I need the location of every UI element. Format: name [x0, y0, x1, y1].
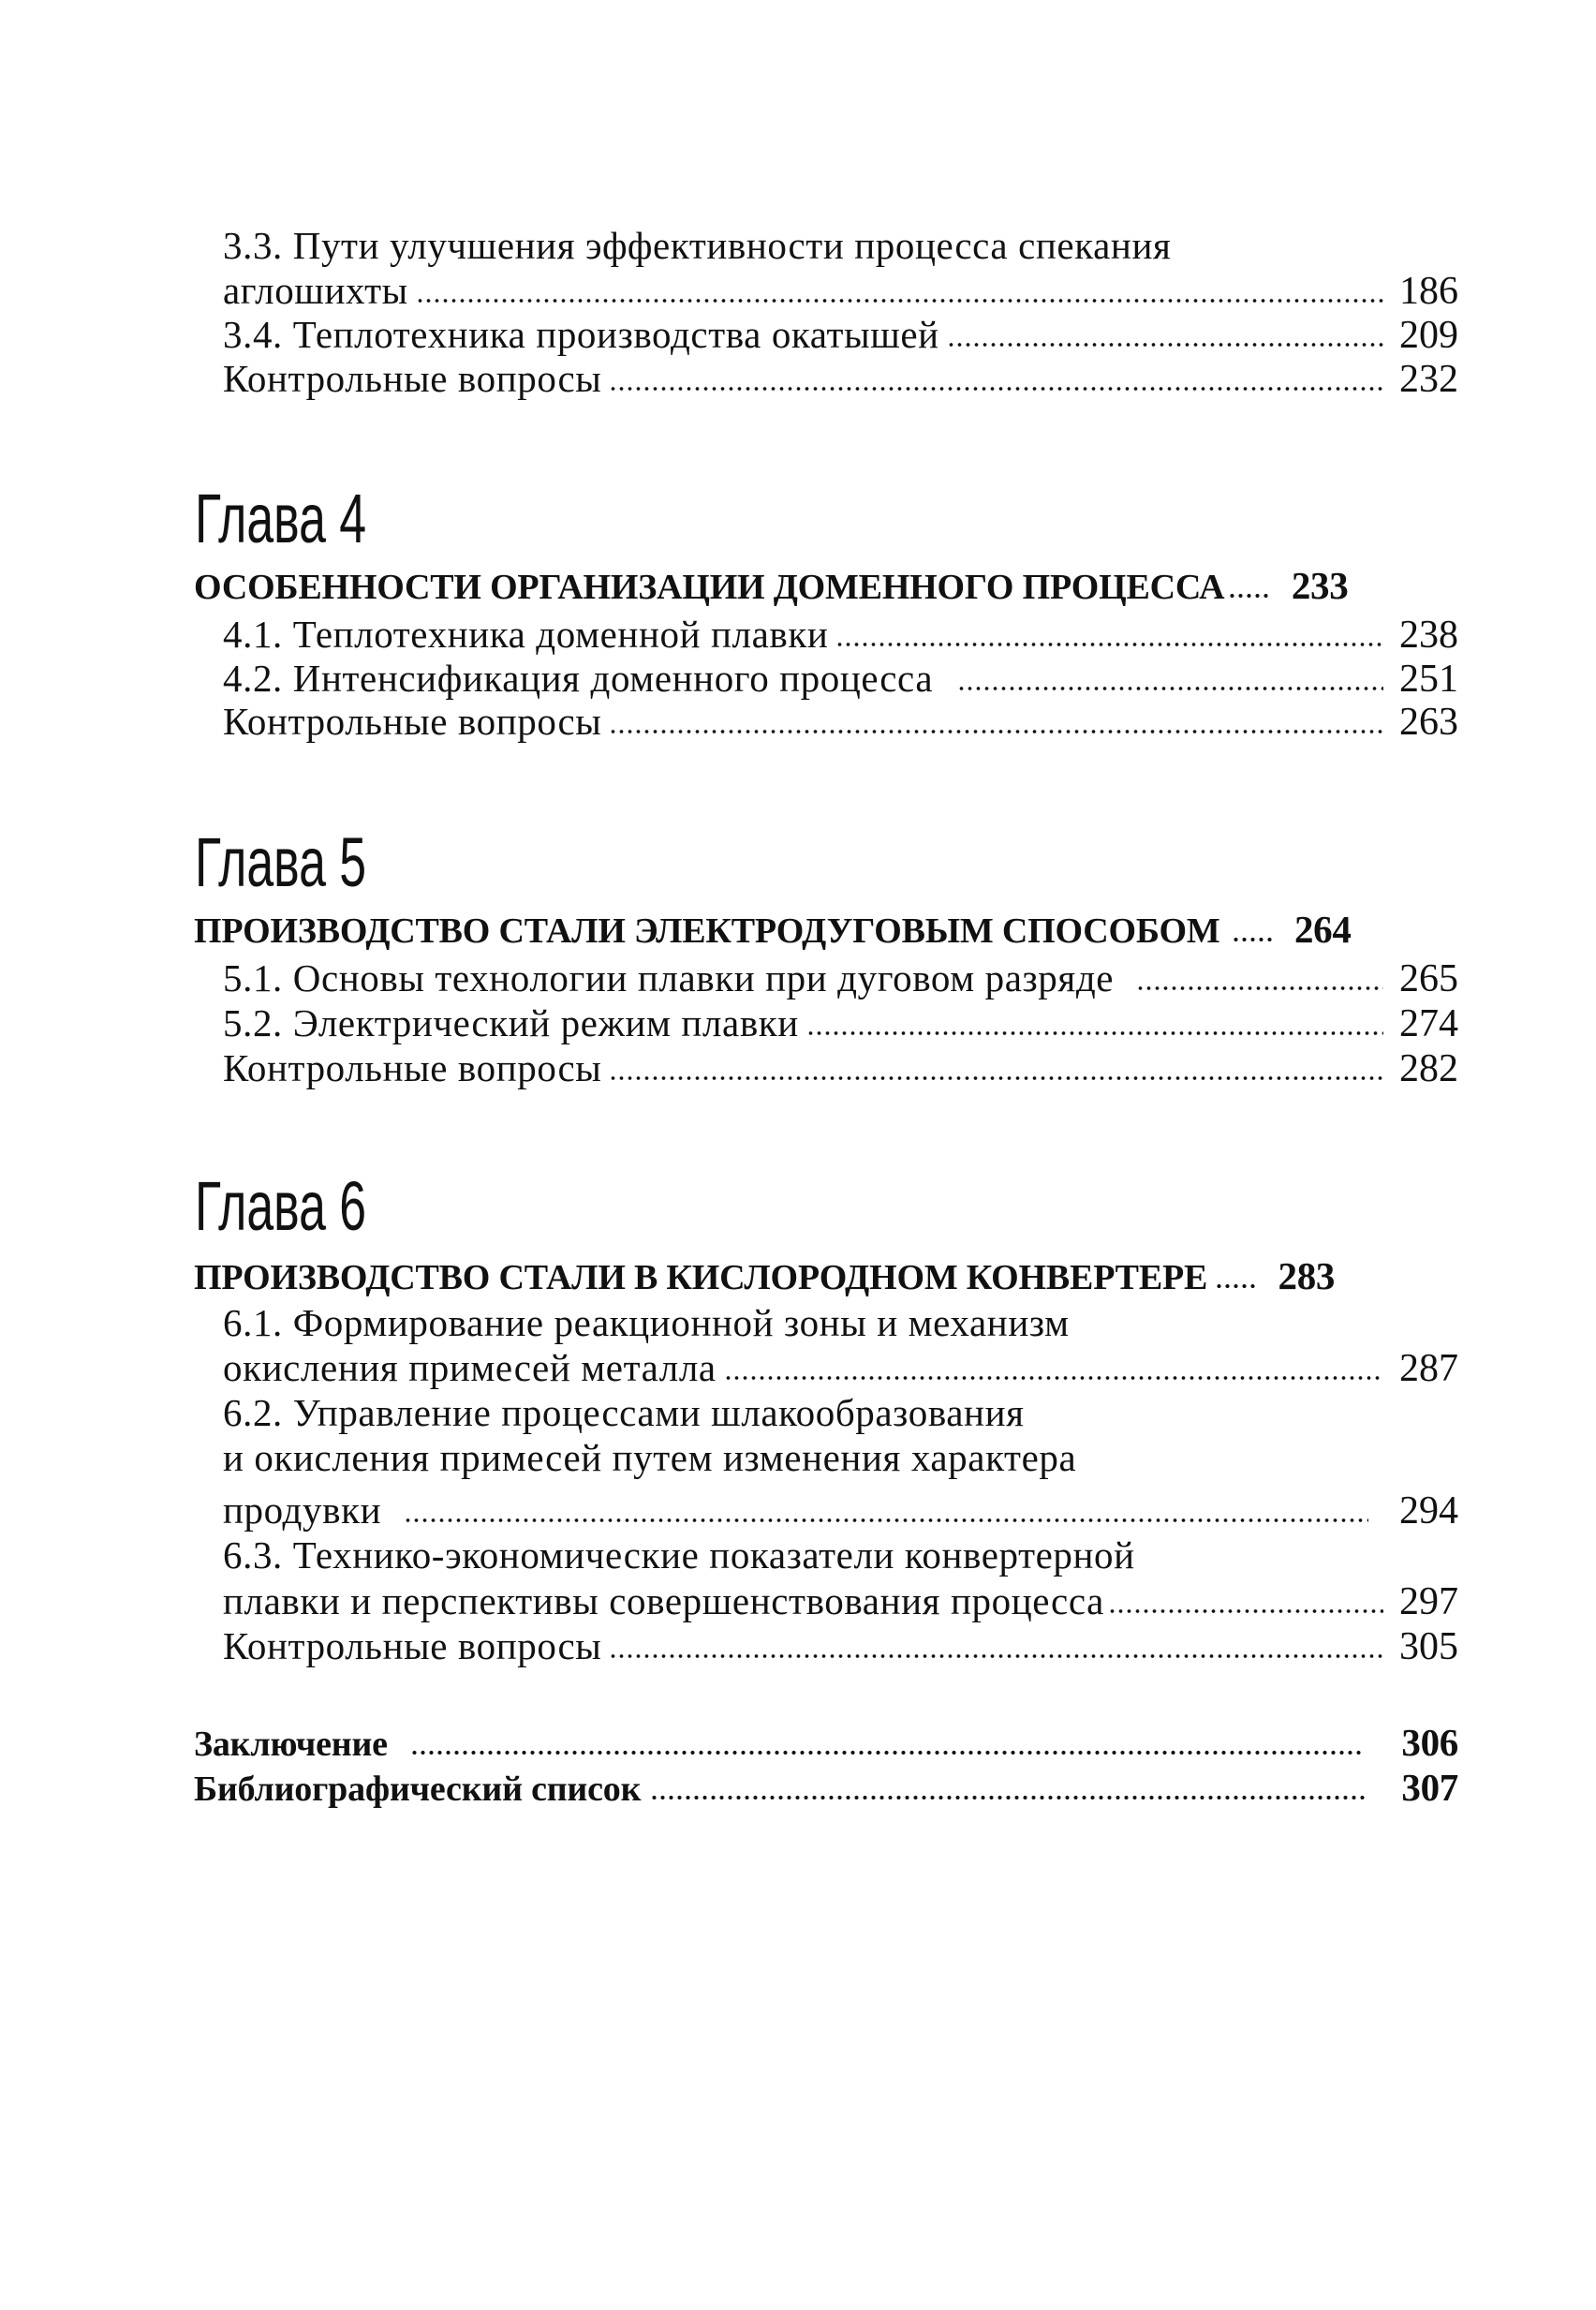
entry-title: 4.1. Теплотехника доменной плавки — [223, 613, 829, 656]
chapter-title: ПРОИЗВОДСТВО СТАЛИ В КИСЛОРОДНОМ КОНВЕРТЕРЕ — [194, 1258, 1208, 1297]
entry-title: плавки и перспективы совершенствования процесса — [223, 1579, 1104, 1622]
page-number: 263 — [1399, 701, 1458, 744]
leader-dots — [609, 1072, 1383, 1081]
page-number: 264 — [1293, 908, 1352, 951]
toc-entry-6-3-line1[interactable] — [223, 1533, 1458, 1577]
entry-title: 6.2. Управление процессами шлакообразования — [223, 1391, 1025, 1434]
chapter-4-label: Глава 4 — [195, 480, 367, 557]
leader-dots — [416, 294, 1383, 304]
toc-entry-conclusion[interactable] — [194, 1720, 1458, 1765]
chapter-title: ПРОИЗВОДСТВО СТАЛИ ЭЛЕКТРОДУГОВЫМ СПОСОБОМ — [194, 911, 1220, 951]
chapter-5-label: Глава 5 — [195, 823, 367, 901]
entry-title: Контрольные вопросы — [223, 1046, 602, 1089]
leader-dots — [835, 638, 1383, 647]
page-number: 209 — [1399, 314, 1458, 357]
leader-dots — [947, 338, 1383, 348]
entry-title: и окисления примесей путем изменения характера — [223, 1436, 1077, 1479]
toc-entry-4-1[interactable] — [223, 612, 1458, 657]
toc-entry-ch4-questions[interactable] — [223, 699, 1458, 744]
leader-dots — [1232, 933, 1273, 942]
entry-title: окисления примесей металла — [223, 1346, 717, 1389]
toc-entry-4-2[interactable] — [223, 656, 1458, 701]
chapter-5-title[interactable] — [194, 907, 1458, 952]
toc-entry-5-2[interactable] — [223, 1000, 1458, 1045]
leader-dots — [404, 1514, 1368, 1523]
chapter-title: ОСОБЕННОСТИ ОРГАНИЗАЦИИ ДОМЕННОГО ПРОЦЕССА — [194, 568, 1225, 607]
leader-dots — [650, 1791, 1365, 1800]
toc-entry-3-4[interactable] — [223, 312, 1458, 357]
toc-entry-ch6-questions[interactable] — [223, 1623, 1458, 1668]
page-number: 307 — [1401, 1766, 1458, 1809]
entry-title: 6.3. Технико-экономические показатели конвертерной — [223, 1533, 1135, 1577]
entry-title: 3.4. Теплотехника производства окатышей — [223, 313, 939, 356]
page-number: 232 — [1399, 358, 1458, 401]
toc-entry-6-2-line3[interactable] — [223, 1488, 1458, 1533]
toc-entry-3-3-line1[interactable] — [223, 223, 1458, 268]
leader-dots — [410, 1746, 1365, 1755]
toc-entry-5-1[interactable] — [223, 955, 1458, 1000]
chapter-6-title[interactable] — [194, 1253, 1458, 1298]
page-number: 283 — [1278, 1254, 1336, 1297]
chapter-6-label: Глава 6 — [195, 1167, 367, 1245]
leader-dots — [724, 1371, 1383, 1381]
entry-title: Контрольные вопросы — [223, 700, 602, 743]
toc-entry-6-3-line2[interactable] — [223, 1578, 1458, 1623]
leader-dots — [1215, 1280, 1256, 1289]
page-number: 294 — [1399, 1489, 1458, 1533]
page-number: 287 — [1399, 1347, 1458, 1390]
toc-entry-ch5-questions[interactable] — [223, 1045, 1458, 1090]
page-number: 306 — [1401, 1721, 1458, 1764]
leader-dots — [609, 1650, 1383, 1659]
leader-dots — [957, 682, 1383, 691]
leader-dots — [806, 1027, 1383, 1036]
entry-title: 5.2. Электрический режим плавки — [223, 1001, 799, 1044]
entry-title: Контрольные вопросы — [223, 1624, 602, 1667]
page-number: 186 — [1399, 270, 1458, 313]
page-number: 233 — [1291, 564, 1349, 607]
entry-title: 5.1. Основы технологии плавки при дуговом разряде — [223, 956, 1115, 1000]
entry-title: 3.3. Пути улучшения эффективности процесса спекания — [223, 224, 1172, 267]
leader-dots — [1136, 982, 1383, 991]
entry-title: 6.1. Формирование реакционной зоны и механизм — [223, 1301, 1070, 1344]
page-number: 251 — [1399, 658, 1458, 701]
entry-title: 4.2. Интенсификация доменного процесса — [223, 657, 934, 700]
leader-dots — [1228, 589, 1269, 599]
page-number: 265 — [1399, 957, 1458, 1000]
toc-entry-bibliography[interactable] — [194, 1765, 1458, 1810]
toc-entry-ch3-questions[interactable] — [223, 356, 1458, 401]
entry-title: Библиографический список — [194, 1770, 642, 1809]
entry-title: Контрольные вопросы — [223, 357, 602, 400]
chapter-4-title[interactable] — [194, 563, 1458, 608]
toc-entry-6-2-line1[interactable] — [223, 1390, 1458, 1435]
page-number: 282 — [1399, 1047, 1458, 1090]
entry-title: продувки — [223, 1488, 382, 1532]
leader-dots — [609, 725, 1383, 734]
toc-entry-6-1-line1[interactable] — [223, 1300, 1458, 1345]
toc-entry-6-2-line2[interactable] — [223, 1435, 1458, 1480]
page-number: 238 — [1399, 614, 1458, 657]
page-number: 297 — [1399, 1580, 1458, 1623]
leader-dots — [1108, 1605, 1383, 1614]
page-number: 274 — [1399, 1002, 1458, 1045]
page-number: 305 — [1399, 1625, 1458, 1668]
toc-entry-3-3-line2[interactable] — [223, 268, 1458, 313]
entry-title: аглошихты — [223, 269, 408, 312]
leader-dots — [609, 382, 1383, 392]
toc-entry-6-1-line2[interactable] — [223, 1345, 1458, 1390]
entry-title: Заключение — [194, 1725, 388, 1764]
